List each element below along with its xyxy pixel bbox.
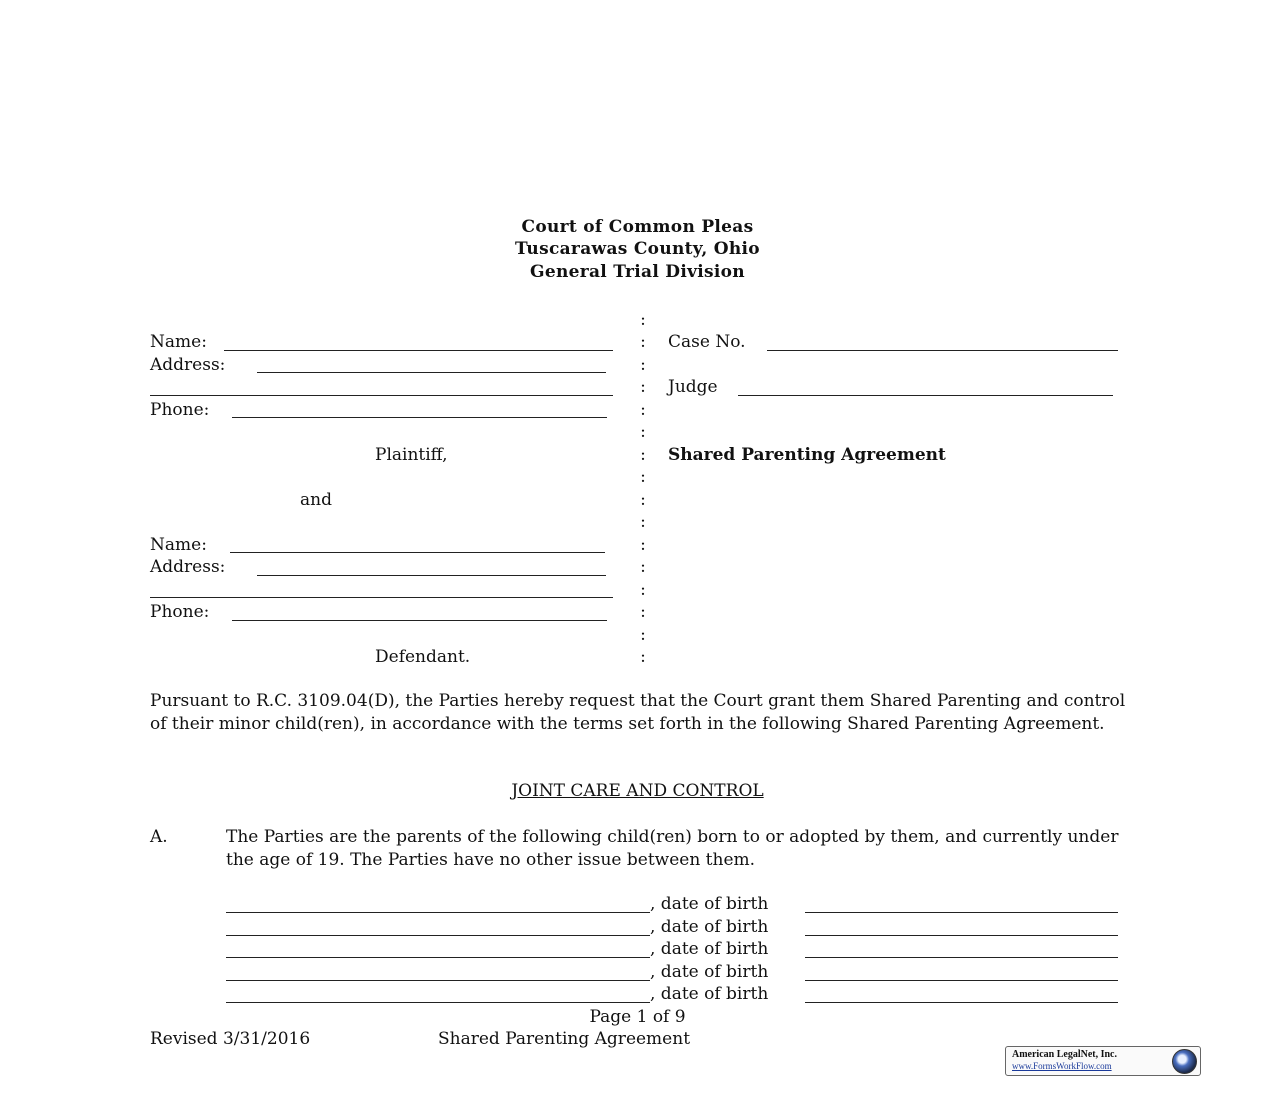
plaintiff-phone-label: Phone: bbox=[150, 400, 210, 420]
defendant-name-field[interactable] bbox=[230, 552, 605, 553]
defendant-address-field[interactable] bbox=[257, 575, 606, 576]
globe-icon bbox=[1172, 1049, 1197, 1074]
case-no-label: Case No. bbox=[668, 332, 746, 352]
child-name-field[interactable] bbox=[226, 1002, 650, 1003]
dob-label: , date of birth bbox=[650, 984, 769, 1004]
defendant-name-label: Name: bbox=[150, 535, 207, 555]
division-name: General Trial Division bbox=[530, 262, 745, 282]
defendant-phone-label: Phone: bbox=[150, 602, 210, 622]
defendant-address-label: Address: bbox=[150, 557, 226, 577]
court-name: Court of Common Pleas bbox=[521, 217, 754, 237]
american-legalnet-logo[interactable] bbox=[1005, 1046, 1201, 1076]
plaintiff-address-label: Address: bbox=[150, 355, 226, 375]
intro-paragraph: Pursuant to R.C. 3109.04(D), the Parties hereby request that the Court grant them Shared Parenting and control of their minor child(ren), in accordance with the terms set forth in the following Shared Parenting Agreement. bbox=[150, 691, 1126, 734]
child-name-field[interactable] bbox=[226, 957, 650, 958]
judge-field[interactable] bbox=[738, 395, 1113, 396]
page-number: Page 1 of 9 bbox=[589, 1007, 686, 1027]
child-dob-field[interactable] bbox=[805, 957, 1118, 958]
child-dob-field[interactable] bbox=[805, 935, 1118, 936]
dob-label: , date of birth bbox=[650, 962, 769, 982]
child-name-field[interactable] bbox=[226, 935, 650, 936]
logo-company-name: American LegalNet, Inc. bbox=[1012, 1049, 1117, 1060]
plaintiff-address-field[interactable] bbox=[257, 372, 606, 373]
logo-url-link[interactable]: www.FormsWorkFlow.com bbox=[1012, 1061, 1112, 1071]
child-dob-field[interactable] bbox=[805, 912, 1118, 913]
child-dob-field[interactable] bbox=[805, 980, 1118, 981]
child-name-field[interactable] bbox=[226, 912, 650, 913]
footer-document-name: Shared Parenting Agreement bbox=[438, 1029, 691, 1049]
and-label: and bbox=[300, 490, 332, 510]
dob-label: , date of birth bbox=[650, 894, 769, 914]
plaintiff-name-label: Name: bbox=[150, 332, 207, 352]
plaintiff-role-label: Plaintiff, bbox=[375, 445, 448, 465]
child-dob-field[interactable] bbox=[805, 1002, 1118, 1003]
section-heading: JOINT CARE AND CONTROL bbox=[511, 781, 764, 801]
plaintiff-address-field-2[interactable] bbox=[150, 395, 613, 396]
item-a-letter: A. bbox=[150, 827, 168, 847]
revised-date: Revised 3/31/2016 bbox=[150, 1029, 311, 1049]
defendant-address-field-2[interactable] bbox=[150, 597, 613, 598]
document-title: Shared Parenting Agreement bbox=[668, 445, 946, 465]
dob-label: , date of birth bbox=[650, 917, 769, 937]
plaintiff-name-field[interactable] bbox=[224, 350, 613, 351]
county-name: Tuscarawas County, Ohio bbox=[515, 239, 760, 259]
defendant-role-label: Defendant. bbox=[375, 647, 471, 667]
child-name-field[interactable] bbox=[226, 980, 650, 981]
case-no-field[interactable] bbox=[767, 350, 1118, 351]
plaintiff-phone-field[interactable] bbox=[232, 417, 607, 418]
dob-label: , date of birth bbox=[650, 939, 769, 959]
judge-label: Judge bbox=[668, 377, 718, 397]
defendant-phone-field[interactable] bbox=[232, 620, 607, 621]
item-a-text: The Parties are the parents of the following child(ren) born to or adopted by them, and currently under the age of 19. The Parties have no other issue between them. bbox=[226, 827, 1119, 870]
